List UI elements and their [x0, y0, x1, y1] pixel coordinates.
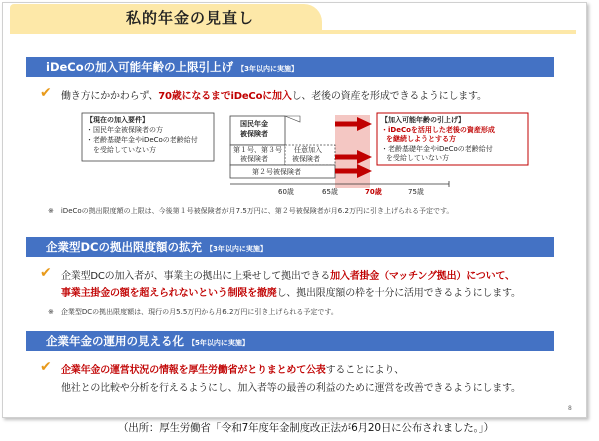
new-requirement-2-cont: を受給していない方 [386, 154, 449, 162]
check-icon: ✔ [40, 85, 52, 101]
kokumin-label-2: 被保険者 [240, 130, 268, 138]
kokumin-label: 国民年金 [240, 120, 268, 128]
section3-heading [26, 331, 554, 351]
section3-line-1 [61, 361, 404, 376]
dai13-label: 第１号、第３号 [233, 146, 282, 154]
section2-line-2 [61, 284, 521, 299]
section2-emphasis-2: 事業主掛金の額を超えられないという制限を撤廃 [61, 288, 277, 299]
section2-emphasis-1: 加入者掛金（マッチング拠出）について、 [330, 271, 515, 282]
section2-text-a: 企業型DCの加入者が、事業主の拠出に上乗せして拠出できる [61, 271, 331, 282]
nini-label-2: 被保険者 [292, 155, 320, 163]
age-65-label: 65歳 [322, 188, 338, 196]
dai13-label-2: 被保険者 [240, 155, 268, 163]
current-requirement-1: ・国民年金被保険者の方 [86, 126, 163, 134]
section1-text-b: し、老後の資産を形成できるようにします。 [291, 91, 487, 102]
section2-line-1 [61, 267, 515, 282]
section3-heading-text: 企業年金の運用の見える化 [46, 334, 184, 348]
page-number: 8 [568, 405, 572, 412]
section1-emphasis: 70歳になるまでiDeCoに加入 [158, 91, 292, 102]
section1-heading-text: iDeCoの加入可能年齢の上限引上げ [46, 60, 234, 74]
section3-line-2: 他社との比較や分析を行えるようにし、加入者等の最善の利益のために運営を改善できるようにします。 [61, 383, 521, 394]
page-title: 私的年金の見直し [126, 9, 255, 27]
section2-text-b: し、拠出限度額の枠を十分に活用できるようにします。 [276, 288, 521, 299]
section2-heading [26, 237, 554, 257]
section1-note: ※ iDeCoの拠出限度額の上限は、今後第１号被保険者が月7.5万円に、第２号被保険者が月6.2万円に引き上げられる予定です。 [48, 207, 454, 215]
section2-note: ※ 企業型DCの拠出限度額は、現行の月5.5万円から月6.2万円に引き上げられる予定です。 [48, 308, 338, 316]
current-requirement-2: ・老齢基礎年金やiDeCoの老齢給付 [86, 136, 198, 144]
kokumin-callout [285, 116, 300, 122]
section1-tag: 【3年以内に実施】 [237, 65, 299, 73]
new-requirement-2: ・老齢基礎年金やiDeCoの老齢給付 [381, 145, 493, 153]
section3-emphasis: 企業年金の運営状況の情報を厚生労働省がとりまとめて公表 [61, 365, 326, 376]
age-60-label: 60歳 [278, 188, 294, 196]
age-75-label: 75歳 [408, 188, 424, 196]
source-caption: （出所：厚生労働省「令和7年度年金制度改正法が6月20日に公布されました。」） [118, 422, 494, 434]
new-requirements-title: 【加入可能年齢の引上げ】 [381, 116, 465, 124]
current-requirements-title: 【現在の加入要件】 [86, 116, 149, 124]
new-requirement-1-cont: を継続しようとする方 [386, 135, 456, 143]
section3-text-a: することにより、 [325, 365, 405, 376]
current-requirement-2-cont: を受給していない方 [86, 146, 156, 154]
section3-tag: 【5年以内に実施】 [188, 339, 249, 347]
section2-tag: 【3年以内に実施】 [205, 245, 267, 253]
new-requirement-1: ・iDeCoを活用した老後の資産形成 [381, 126, 495, 134]
section2-heading-text: 企業型DCの拠出限度額の拡充 [46, 240, 202, 254]
section1-text-a: 働き方にかかわらず、 [61, 91, 159, 102]
nini-label: 任意加入 [294, 146, 322, 154]
age-70-label: 70歳 [365, 188, 382, 196]
check-icon: ✔ [40, 359, 52, 375]
dai2-label: 第２号被保険者 [252, 168, 301, 176]
check-icon: ✔ [40, 265, 52, 281]
